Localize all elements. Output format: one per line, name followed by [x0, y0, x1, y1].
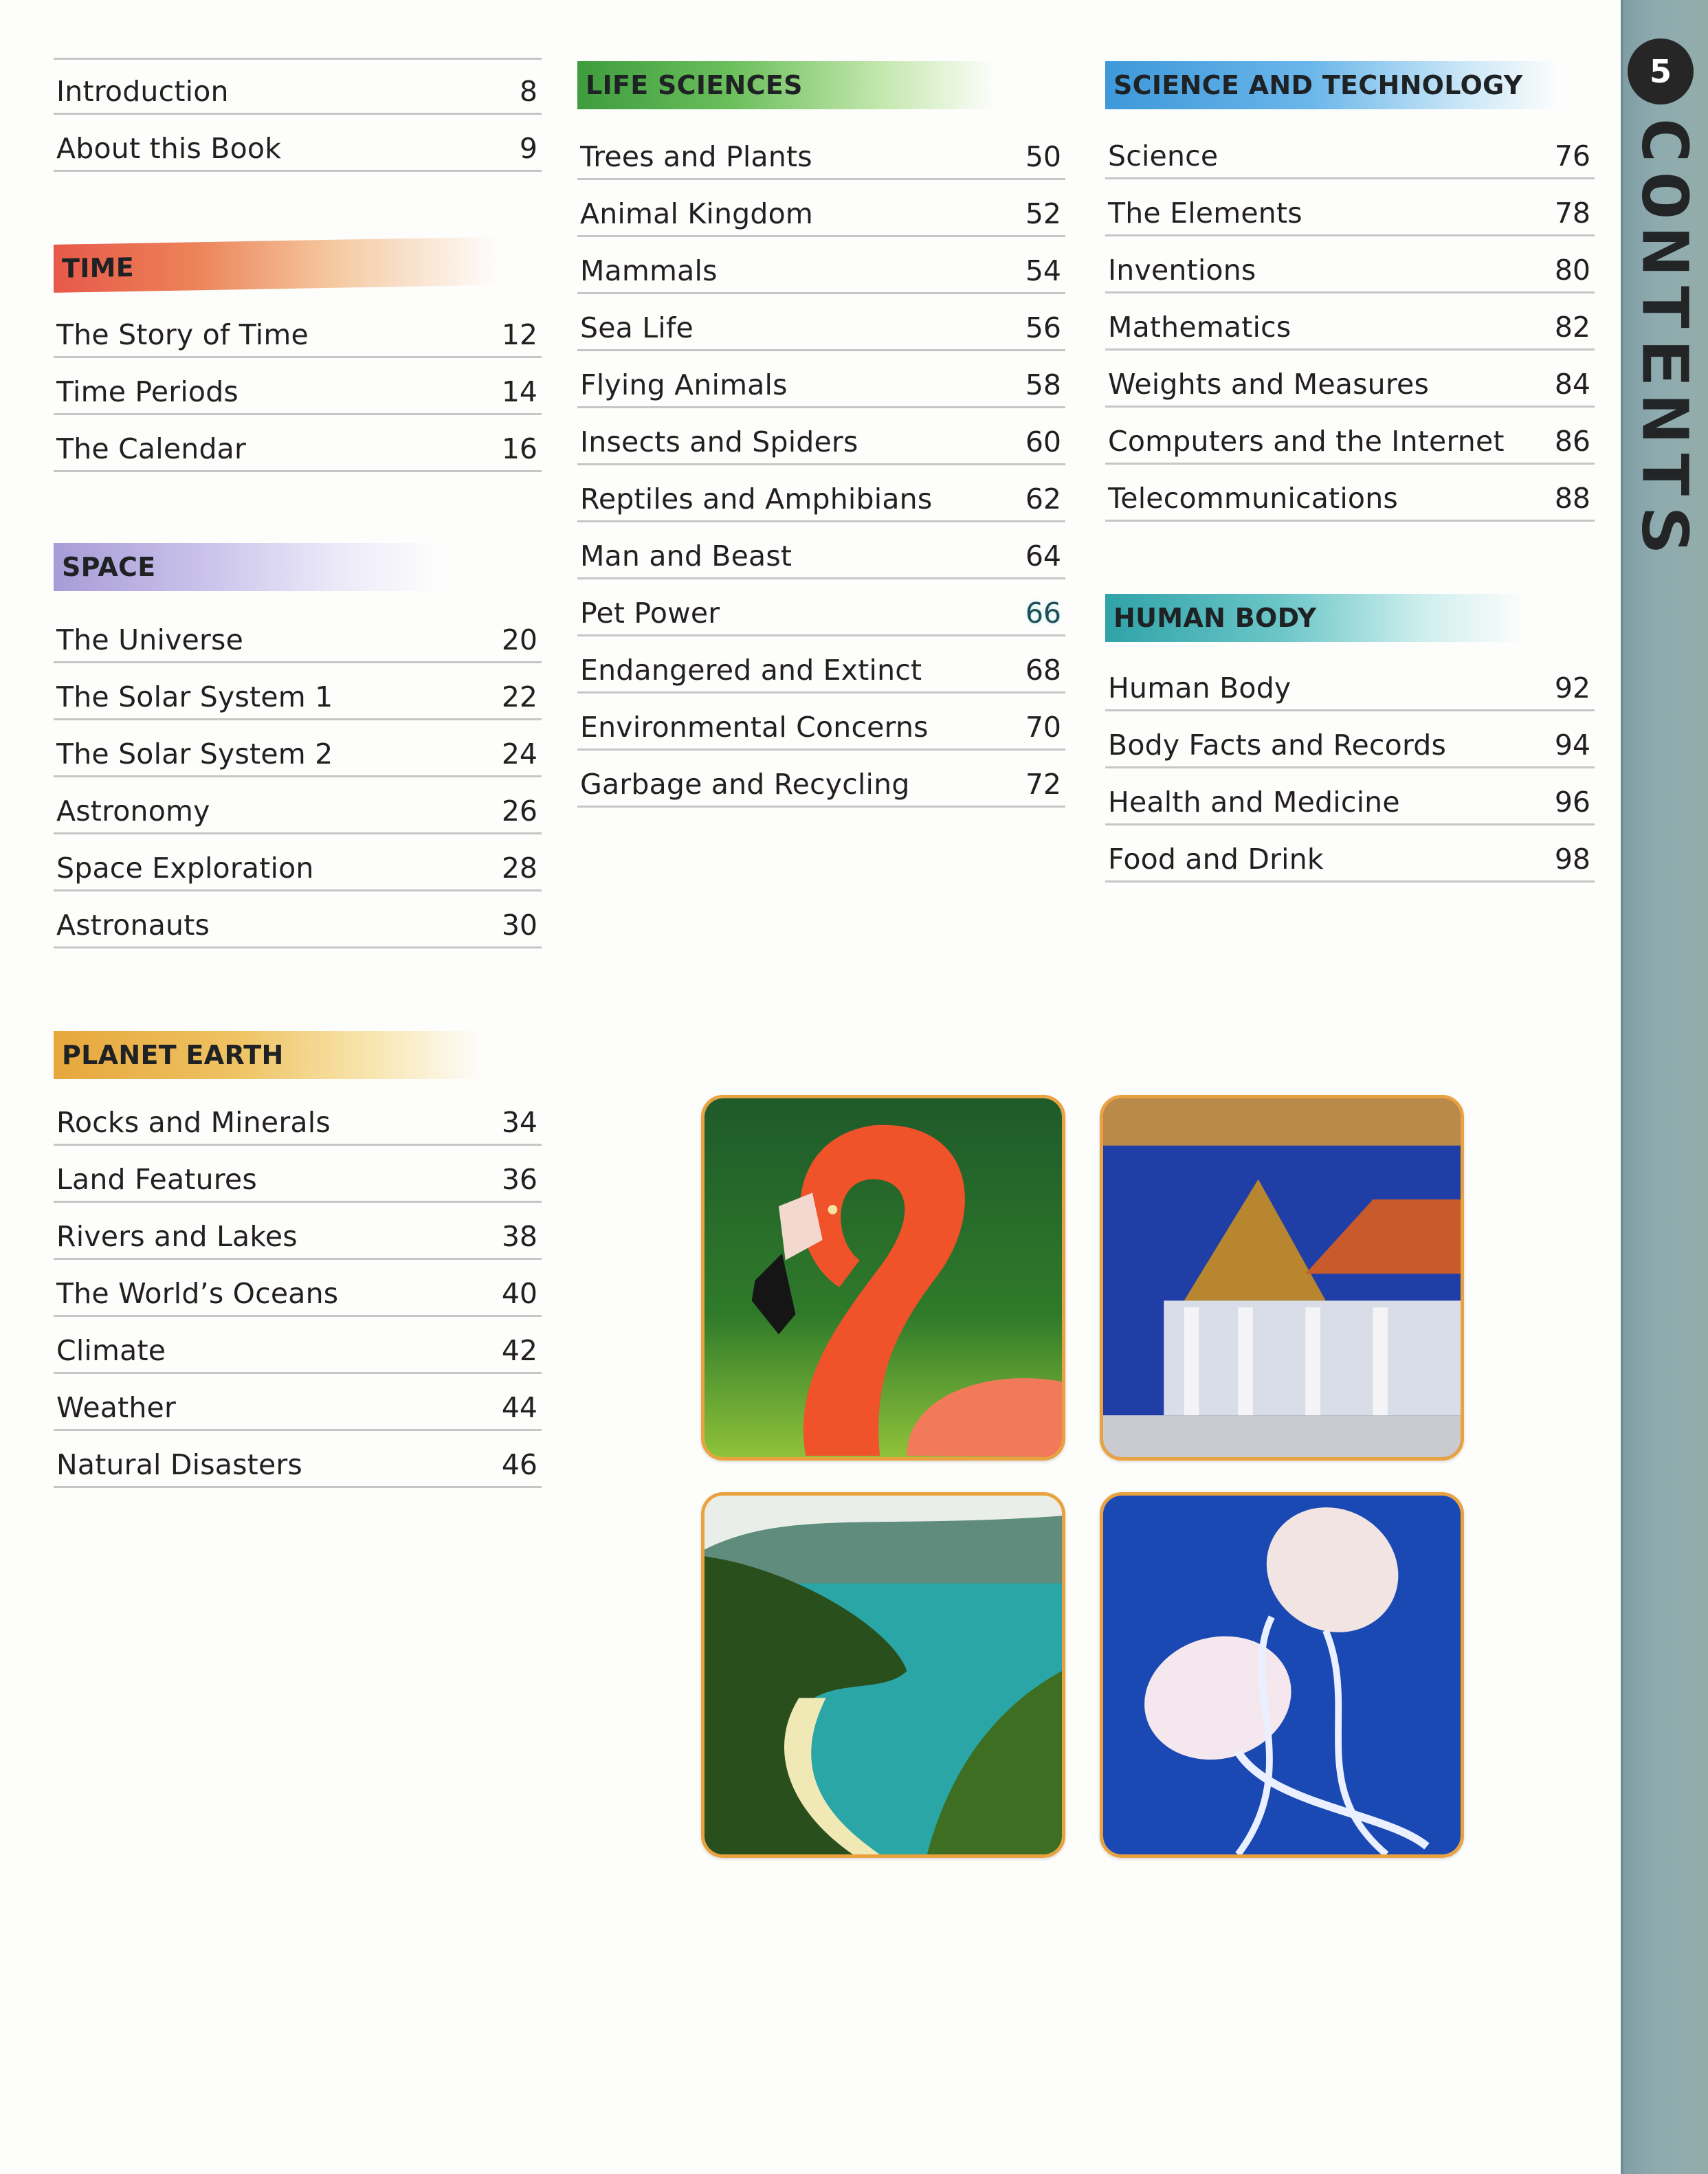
entry-title: The World’s Oceans [56, 1277, 339, 1310]
entry-title: The Calendar [56, 432, 247, 465]
toc-entry[interactable] [54, 301, 542, 358]
entry-page: 66 [1025, 597, 1061, 630]
entry-page: 38 [501, 1220, 537, 1253]
section-header-space: SPACE [54, 543, 459, 591]
entry-page: 24 [501, 737, 537, 770]
toc-entry[interactable] [54, 358, 542, 415]
section-header-time: TIME [54, 236, 521, 293]
entry-title: About this Book [56, 132, 282, 165]
toc-entry[interactable] [577, 408, 1065, 465]
entry-page: 42 [501, 1334, 537, 1367]
toc-entry[interactable] [577, 579, 1065, 636]
entry-page: 56 [1025, 311, 1061, 344]
toc-entry[interactable] [1105, 654, 1595, 711]
section-header-science-technology: SCIENCE AND TECHNOLOGY [1105, 61, 1559, 109]
entry-page: 94 [1554, 729, 1590, 762]
entry-page: 28 [501, 852, 537, 885]
entry-title: Insects and Spiders [580, 425, 858, 458]
photo-thai-temple [1100, 1095, 1464, 1461]
entry-page: 40 [501, 1277, 537, 1310]
toc-entry[interactable] [577, 294, 1065, 351]
entry-title: Health and Medicine [1108, 786, 1400, 819]
toc-entry[interactable] [1105, 351, 1595, 408]
entry-page: 52 [1025, 197, 1061, 230]
toc-entry-about-this-book[interactable] [54, 115, 542, 172]
photo-coastal-bay [701, 1492, 1065, 1858]
entry-page: 58 [1025, 368, 1061, 401]
toc-entry[interactable] [1105, 293, 1595, 351]
entry-page: 76 [1554, 140, 1590, 173]
entry-page: 50 [1025, 140, 1061, 173]
entry-page: 64 [1025, 540, 1061, 573]
entry-title: Rivers and Lakes [56, 1220, 298, 1253]
entry-title: Land Features [56, 1163, 257, 1196]
intro-list [54, 58, 542, 172]
section-life-sciences [577, 61, 1065, 808]
toc-entry[interactable] [577, 237, 1065, 294]
entry-page: 92 [1554, 672, 1590, 705]
contents-title-text: CONTENTS [1628, 115, 1702, 562]
toc-entry[interactable] [54, 834, 542, 891]
entry-page: 30 [501, 909, 537, 942]
entry-page: 14 [501, 375, 537, 408]
entry-page: 78 [1554, 197, 1590, 230]
entry-title: Inventions [1108, 254, 1256, 287]
toc-entry[interactable] [577, 636, 1065, 694]
entry-title: Environmental Concerns [580, 711, 929, 744]
entry-title: The Story of Time [56, 318, 309, 351]
section-header-planet-earth: PLANET EARTH [54, 1031, 507, 1079]
entry-page: 44 [501, 1391, 537, 1424]
toc-entry[interactable] [54, 1431, 542, 1488]
toc-entry[interactable] [54, 1203, 542, 1260]
toc-entry[interactable] [54, 1374, 542, 1431]
contents-title [1628, 115, 1702, 597]
entry-title: Climate [56, 1334, 166, 1367]
entry-page: 34 [501, 1106, 537, 1139]
entry-title: Astronomy [56, 795, 210, 828]
entry-page: 72 [1025, 768, 1061, 801]
entry-page: 9 [519, 132, 537, 165]
toc-entry[interactable] [54, 1146, 542, 1203]
section-planet-earth [54, 1031, 542, 1488]
entry-page: 84 [1554, 368, 1590, 401]
toc-entry[interactable] [54, 777, 542, 834]
toc-entry[interactable] [1105, 465, 1595, 522]
entry-page: 16 [501, 432, 537, 465]
entry-page: 80 [1554, 254, 1590, 287]
entry-title: Body Facts and Records [1108, 729, 1447, 762]
toc-entry[interactable] [54, 1317, 542, 1374]
entry-page: 96 [1554, 786, 1590, 819]
entry-page: 86 [1554, 425, 1590, 458]
toc-entry[interactable] [577, 123, 1065, 180]
toc-entry[interactable] [577, 351, 1065, 408]
toc-entry[interactable] [1105, 122, 1595, 179]
entry-title: Astronauts [56, 909, 210, 942]
toc-entry[interactable] [577, 522, 1065, 579]
entry-title: The Elements [1108, 197, 1302, 230]
entry-title: The Universe [56, 623, 244, 656]
entry-page: 68 [1025, 654, 1061, 687]
entry-title: Man and Beast [580, 540, 792, 573]
toc-entry[interactable] [577, 180, 1065, 237]
entry-page: 60 [1025, 425, 1061, 458]
entry-page: 46 [501, 1448, 537, 1481]
toc-entry[interactable] [54, 1260, 542, 1317]
entry-page: 82 [1554, 311, 1590, 344]
entry-title: Rocks and Minerals [56, 1106, 331, 1139]
section-science-technology [1105, 61, 1595, 522]
photo-flamingo [701, 1095, 1065, 1461]
toc-entry[interactable] [54, 663, 542, 720]
entry-title: Time Periods [56, 375, 239, 408]
entry-title: Trees and Plants [580, 140, 812, 173]
entry-title: Endangered and Extinct [580, 654, 922, 687]
entry-title: Flying Animals [580, 368, 788, 401]
entry-title: Animal Kingdom [580, 197, 814, 230]
entry-title: Natural Disasters [56, 1448, 302, 1481]
entry-title: Garbage and Recycling [580, 768, 910, 801]
entry-page: 88 [1554, 482, 1590, 515]
entry-title: Telecommunications [1108, 482, 1398, 515]
toc-entry-introduction[interactable] [54, 58, 542, 115]
page-number-badge: 5 [1628, 38, 1694, 104]
entry-page: 12 [501, 318, 537, 351]
section-human-body [1105, 594, 1595, 883]
entry-title: Mammals [580, 254, 718, 287]
entry-page: 20 [501, 623, 537, 656]
entry-page: 8 [519, 75, 537, 108]
photo-jellyfish [1100, 1492, 1464, 1858]
toc-entry[interactable] [577, 694, 1065, 751]
section-time [54, 241, 542, 472]
entry-title: Computers and the Internet [1108, 425, 1505, 458]
entry-page: 26 [501, 795, 537, 828]
toc-entry[interactable] [54, 1089, 542, 1146]
entry-title: Reptiles and Amphibians [580, 483, 933, 515]
section-header-human-body: HUMAN BODY [1105, 594, 1545, 642]
entry-title: The Solar System 2 [56, 737, 333, 770]
entry-title: Mathematics [1108, 311, 1291, 344]
entry-title: Pet Power [580, 597, 720, 630]
entry-title: Food and Drink [1108, 843, 1324, 876]
entry-page: 98 [1554, 843, 1590, 876]
entry-page: 22 [501, 680, 537, 713]
entry-title: Sea Life [580, 311, 694, 344]
section-space [54, 543, 542, 949]
entry-title: Human Body [1108, 672, 1291, 705]
entry-page: 70 [1025, 711, 1061, 744]
toc-entry[interactable] [54, 720, 542, 777]
toc-entry[interactable] [1105, 236, 1595, 293]
entry-title: Weather [56, 1391, 177, 1424]
entry-page: 36 [501, 1163, 537, 1196]
toc-entry[interactable] [54, 606, 542, 663]
entry-page: 54 [1025, 254, 1061, 287]
toc-entry[interactable] [1105, 179, 1595, 236]
toc-entry[interactable] [577, 751, 1065, 808]
toc-entry[interactable] [1105, 408, 1595, 465]
entry-title: Space Exploration [56, 852, 314, 885]
entry-title: Science [1108, 140, 1219, 173]
section-header-life-sciences: LIFE SCIENCES [577, 61, 1017, 109]
toc-entry[interactable] [54, 891, 542, 949]
toc-entry[interactable] [577, 465, 1065, 522]
entry-title: Weights and Measures [1108, 368, 1430, 401]
toc-entry[interactable] [1105, 768, 1595, 825]
entry-title: The Solar System 1 [56, 680, 333, 713]
entry-page: 62 [1025, 483, 1061, 515]
toc-entry[interactable] [54, 415, 542, 472]
toc-entry[interactable] [1105, 711, 1595, 768]
entry-title: Introduction [56, 75, 229, 108]
toc-entry[interactable] [1105, 825, 1595, 883]
